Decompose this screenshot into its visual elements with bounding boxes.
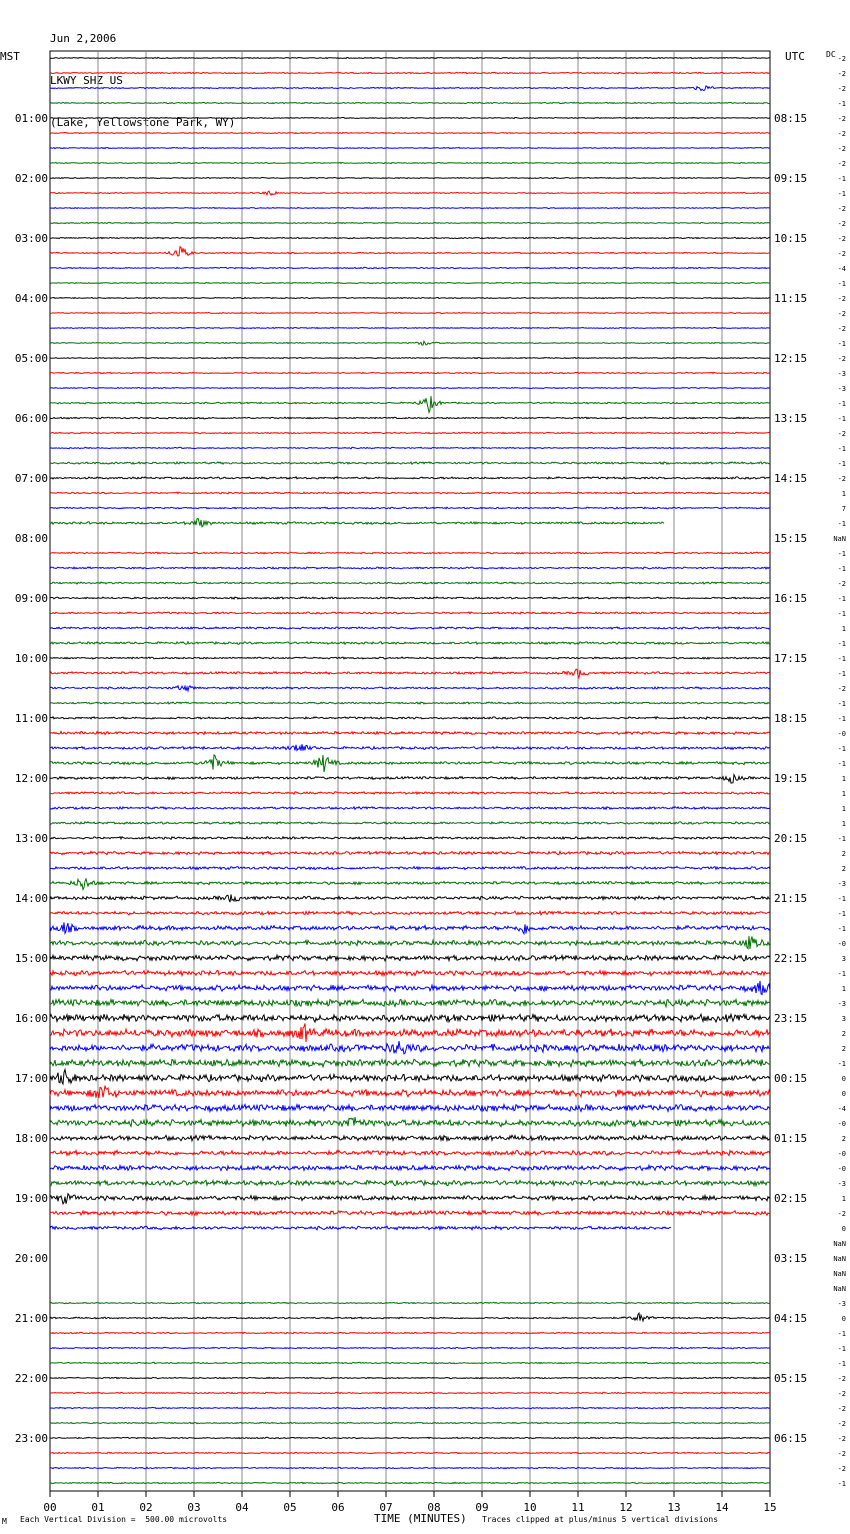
dc-offset-value: NaN xyxy=(833,535,846,543)
right-time-label: 23:15 xyxy=(774,1012,808,1025)
x-tick-label: 12 xyxy=(619,1501,633,1514)
dc-offset-value: -1 xyxy=(837,175,846,183)
dc-offset-value: -2 xyxy=(837,685,846,693)
right-time-label: 22:15 xyxy=(774,952,808,965)
dc-offset-value: -2 xyxy=(837,580,846,588)
dc-offset-value: -1 xyxy=(837,280,846,288)
right-time-label: 16:15 xyxy=(774,592,808,605)
dc-offset-value: NaN xyxy=(833,1255,846,1263)
seismic-trace xyxy=(50,1059,770,1067)
right-time-label: 15:15 xyxy=(774,532,808,545)
seismic-trace xyxy=(50,936,770,949)
station-location: (Lake, Yellowstone Park, WY) xyxy=(50,116,236,129)
seismic-trace xyxy=(50,357,770,358)
seismic-trace xyxy=(50,57,770,58)
seismic-trace xyxy=(50,1105,770,1112)
left-time-label: 06:00 xyxy=(14,412,48,425)
seismic-trace xyxy=(50,86,770,91)
dc-offset-value: -2 xyxy=(837,1450,846,1458)
seismic-trace xyxy=(50,837,770,840)
right-time-label: 20:15 xyxy=(774,832,808,845)
right-time-label: 05:15 xyxy=(774,1372,808,1385)
x-tick-label: 11 xyxy=(571,1501,585,1514)
dc-offset-value: 1 xyxy=(841,790,846,798)
seismic-trace xyxy=(50,731,770,734)
dc-offset-value: -1 xyxy=(837,415,846,423)
seismic-trace xyxy=(50,297,770,298)
seismic-trace xyxy=(50,1070,770,1085)
x-tick-label: 01 xyxy=(91,1501,105,1514)
left-time-label: 17:00 xyxy=(14,1072,48,1085)
dc-offset-value: -2 xyxy=(837,250,846,258)
x-tick-label: 05 xyxy=(283,1501,297,1514)
left-time-label: 04:00 xyxy=(14,292,48,305)
seismic-trace xyxy=(50,222,770,223)
dc-offset-value: -1 xyxy=(837,1330,846,1338)
dc-offset-value: -1 xyxy=(837,655,846,663)
x-tick-label: 04 xyxy=(235,1501,249,1514)
dc-offset-value: -1 xyxy=(837,595,846,603)
right-time-label: 18:15 xyxy=(774,712,808,725)
dc-offset-value: -1 xyxy=(837,550,846,558)
dc-offset-value: -4 xyxy=(837,1105,846,1113)
dc-offset-value: -1 xyxy=(837,970,846,978)
seismic-trace xyxy=(50,1437,770,1438)
left-time-label: 03:00 xyxy=(14,232,48,245)
seismic-trace xyxy=(50,971,770,976)
dc-offset-value: 1 xyxy=(841,985,846,993)
x-tick-label: 00 xyxy=(43,1501,57,1514)
left-time-label: 14:00 xyxy=(14,892,48,905)
dc-offset-value: -1 xyxy=(837,835,846,843)
seismic-trace xyxy=(50,133,770,134)
left-time-label: 09:00 xyxy=(14,592,48,605)
dc-offset-value: 2 xyxy=(841,865,846,873)
dc-offset-value: 1 xyxy=(841,820,846,828)
left-timezone-label: MST xyxy=(0,50,20,63)
left-time-label: 13:00 xyxy=(14,832,48,845)
right-time-label: 04:15 xyxy=(774,1312,808,1325)
dc-offset-value: -2 xyxy=(837,1435,846,1443)
seismic-trace xyxy=(50,507,770,509)
seismic-trace xyxy=(50,582,770,584)
right-time-label: 11:15 xyxy=(774,292,808,305)
left-time-label: 23:00 xyxy=(14,1432,48,1445)
seismic-trace xyxy=(50,447,770,448)
right-time-label: 12:15 xyxy=(774,352,808,365)
seismic-trace xyxy=(50,612,770,614)
dc-offset-value: 0 xyxy=(841,1075,846,1083)
seismic-trace xyxy=(50,417,770,419)
dc-offset-value: -2 xyxy=(837,325,846,333)
seismic-trace xyxy=(50,1407,770,1408)
dc-offset-value: -2 xyxy=(837,205,846,213)
dc-offset-value: -1 xyxy=(837,670,846,678)
right-time-label: 01:15 xyxy=(774,1132,808,1145)
dc-offset-value: -2 xyxy=(837,1405,846,1413)
seismic-trace xyxy=(50,642,770,645)
x-tick-label: 02 xyxy=(139,1501,153,1514)
dc-offset-value: 2 xyxy=(841,850,846,858)
seismic-trace xyxy=(50,552,770,554)
dc-offset-value: -2 xyxy=(837,355,846,363)
seismic-trace xyxy=(50,999,770,1006)
x-tick-label: 13 xyxy=(667,1501,681,1514)
dc-offset-value: 0 xyxy=(841,1225,846,1233)
seismic-trace xyxy=(50,327,770,328)
seismic-trace xyxy=(50,462,770,464)
seismic-trace xyxy=(50,669,770,678)
dc-offset-value: 1 xyxy=(841,775,846,783)
seismic-trace xyxy=(50,372,770,373)
left-time-label: 12:00 xyxy=(14,772,48,785)
dc-offset-value: -2 xyxy=(837,130,846,138)
seismic-trace xyxy=(50,1347,770,1348)
left-time-label: 11:00 xyxy=(14,712,48,725)
dc-offset-value: -1 xyxy=(837,895,846,903)
dc-offset-value: 2 xyxy=(841,1030,846,1038)
dc-offset-value: -0 xyxy=(837,940,846,948)
seismic-trace xyxy=(50,1377,770,1378)
seismic-trace xyxy=(50,117,770,118)
x-tick-label: 10 xyxy=(523,1501,537,1514)
seismic-trace xyxy=(50,567,770,569)
dc-offset-value: 1 xyxy=(841,625,846,633)
dc-offset-value: NaN xyxy=(833,1270,846,1278)
seismic-trace xyxy=(50,1362,770,1363)
dc-offset-value: -1 xyxy=(837,925,846,933)
left-time-label: 15:00 xyxy=(14,952,48,965)
seismic-trace xyxy=(50,102,770,103)
dc-offset-value: -2 xyxy=(837,55,846,63)
dc-offset-value: -2 xyxy=(837,295,846,303)
left-time-label: 19:00 xyxy=(14,1192,48,1205)
right-time-label: 03:15 xyxy=(774,1252,808,1265)
dc-offset-value: NaN xyxy=(833,1240,846,1248)
left-time-label: 01:00 xyxy=(14,112,48,125)
chart-date: Jun 2,2006 xyxy=(50,32,117,45)
seismic-trace xyxy=(50,1180,770,1185)
x-tick-label: 07 xyxy=(379,1501,393,1514)
dc-offset-value: -3 xyxy=(837,1300,846,1308)
seismic-trace xyxy=(50,396,770,412)
dc-offset-value: 0 xyxy=(841,1090,846,1098)
dc-offset-value: -2 xyxy=(837,1210,846,1218)
seismic-trace xyxy=(50,1422,770,1423)
seismic-trace xyxy=(50,1165,770,1170)
seismic-trace xyxy=(50,518,664,527)
seismic-trace xyxy=(50,744,770,751)
dc-offset-value: -2 xyxy=(837,85,846,93)
dc-offset-value: -1 xyxy=(837,760,846,768)
dc-offset-value: -1 xyxy=(837,715,846,723)
station-code: LKWY SHZ US xyxy=(50,74,123,87)
dc-offset-value: -4 xyxy=(837,265,846,273)
dc-offset-value: -3 xyxy=(837,1000,846,1008)
left-time-label: 08:00 xyxy=(14,532,48,545)
seismic-trace xyxy=(50,867,770,870)
dc-offset-value: 1 xyxy=(841,490,846,498)
seismic-trace xyxy=(50,627,770,629)
seismic-trace xyxy=(50,755,770,772)
seismic-trace xyxy=(50,387,770,388)
dc-offset-value: 0 xyxy=(841,1315,846,1323)
seismic-trace xyxy=(50,1135,770,1141)
seismic-trace xyxy=(50,1392,770,1393)
corner-mark: M xyxy=(2,1517,7,1526)
dc-offset-value: -0 xyxy=(837,1165,846,1173)
dc-offset-value: -1 xyxy=(837,340,846,348)
dc-offset-value: -2 xyxy=(837,1390,846,1398)
x-tick-label: 15 xyxy=(763,1501,777,1514)
trace-group xyxy=(50,57,770,1483)
seismic-trace xyxy=(50,822,770,825)
x-tick-label: 09 xyxy=(475,1501,489,1514)
x-tick-label: 06 xyxy=(331,1501,345,1514)
seismic-trace xyxy=(50,282,770,283)
dc-offset-value: -3 xyxy=(837,880,846,888)
right-time-label: 10:15 xyxy=(774,232,808,245)
seismic-trace xyxy=(50,1467,770,1468)
dc-offset-value: -1 xyxy=(837,520,846,528)
dc-offset-value: -0 xyxy=(837,1120,846,1128)
right-time-label: 19:15 xyxy=(774,772,808,785)
seismic-trace xyxy=(50,807,770,810)
seismic-trace xyxy=(50,1211,770,1216)
dc-offset-header: DC xyxy=(826,50,836,59)
left-time-label: 05:00 xyxy=(14,352,48,365)
dc-offset-value: -1 xyxy=(837,100,846,108)
left-time-label: 07:00 xyxy=(14,472,48,485)
dc-offset-value: -2 xyxy=(837,220,846,228)
seismic-trace xyxy=(50,911,770,915)
dc-offset-value: -1 xyxy=(837,190,846,198)
time-labels xyxy=(15,55,846,1488)
right-time-label: 17:15 xyxy=(774,652,808,665)
dc-offset-value: -1 xyxy=(837,565,846,573)
seismic-trace xyxy=(50,492,770,494)
dc-offset-value: -1 xyxy=(837,1060,846,1068)
dc-offset-value: 1 xyxy=(841,805,846,813)
left-time-label: 20:00 xyxy=(14,1252,48,1265)
x-axis-label: TIME (MINUTES) xyxy=(374,1512,467,1525)
right-time-label: 06:15 xyxy=(774,1432,808,1445)
seismic-trace xyxy=(50,1086,770,1098)
dc-offset-value: -1 xyxy=(837,1345,846,1353)
x-tick-label: 03 xyxy=(187,1501,201,1514)
seismic-trace xyxy=(50,237,770,238)
seismic-trace xyxy=(50,981,770,995)
dc-offset-value: -1 xyxy=(837,460,846,468)
seismic-trace xyxy=(50,1194,770,1204)
minute-gridlines xyxy=(98,51,722,1491)
seismic-trace xyxy=(50,1014,770,1022)
seismic-trace xyxy=(50,702,770,704)
seismic-trace xyxy=(50,1023,770,1042)
right-time-label: 13:15 xyxy=(774,412,808,425)
right-time-label: 09:15 xyxy=(774,172,808,185)
dc-offset-value: 3 xyxy=(841,955,846,963)
left-time-label: 10:00 xyxy=(14,652,48,665)
scale-note: Each Vertical Division = 500.00 microvolts xyxy=(20,1515,228,1524)
x-tick-label: 08 xyxy=(427,1501,441,1514)
seismic-trace xyxy=(50,177,770,178)
dc-offset-value: -3 xyxy=(837,370,846,378)
left-time-label: 16:00 xyxy=(14,1012,48,1025)
dc-offset-value: -2 xyxy=(837,115,846,123)
seismic-trace xyxy=(50,792,770,795)
right-time-label: 21:15 xyxy=(774,892,808,905)
dc-offset-value: -3 xyxy=(837,1180,846,1188)
dc-offset-value: -2 xyxy=(837,1465,846,1473)
right-time-label: 02:15 xyxy=(774,1192,808,1205)
dc-offset-value: 2 xyxy=(841,1045,846,1053)
dc-offset-value: -2 xyxy=(837,1375,846,1383)
seismic-trace xyxy=(50,597,770,599)
clip-note: Traces clipped at plus/minus 5 vertical divisions xyxy=(482,1515,719,1524)
dc-offset-value: -2 xyxy=(837,310,846,318)
dc-offset-value: -1 xyxy=(837,745,846,753)
dc-offset-value: -1 xyxy=(837,400,846,408)
seismic-trace xyxy=(50,1150,770,1155)
seismic-trace xyxy=(50,1482,770,1483)
dc-offset-value: -2 xyxy=(837,235,846,243)
plot-frame xyxy=(50,51,770,1491)
seismic-trace xyxy=(50,191,770,195)
right-time-label: 08:15 xyxy=(774,112,808,125)
dc-offset-value: -1 xyxy=(837,1360,846,1368)
dc-offset-value: -3 xyxy=(837,385,846,393)
dc-offset-value: -1 xyxy=(837,700,846,708)
seismic-trace xyxy=(50,922,770,933)
seismic-trace xyxy=(50,1117,770,1127)
dc-offset-value: 3 xyxy=(841,1015,846,1023)
x-tick-label: 14 xyxy=(715,1501,729,1514)
seismic-trace xyxy=(50,477,770,479)
seismic-trace xyxy=(50,72,770,73)
dc-offset-value: -1 xyxy=(837,1480,846,1488)
dc-offset-value: -0 xyxy=(837,730,846,738)
dc-offset-value: 7 xyxy=(841,505,846,513)
dc-offset-value: -2 xyxy=(837,70,846,78)
seismic-trace xyxy=(50,879,770,890)
dc-offset-value: 2 xyxy=(841,1135,846,1143)
right-timezone-label: UTC xyxy=(785,50,805,63)
dc-offset-value: -1 xyxy=(837,640,846,648)
seismic-trace xyxy=(50,1452,770,1453)
seismic-trace xyxy=(50,717,770,719)
dc-offset-value: -2 xyxy=(837,475,846,483)
dc-offset-value: -1 xyxy=(837,610,846,618)
seismic-trace xyxy=(50,313,770,314)
dc-offset-value: NaN xyxy=(833,1285,846,1293)
seismic-trace xyxy=(50,1313,770,1321)
x-axis-ticks xyxy=(43,1491,776,1514)
seismic-trace xyxy=(50,894,770,902)
left-time-label: 02:00 xyxy=(14,172,48,185)
seismic-trace xyxy=(50,162,770,163)
seismic-trace xyxy=(50,686,770,691)
left-time-label: 21:00 xyxy=(14,1312,48,1325)
dc-offset-value: -1 xyxy=(837,445,846,453)
seismic-trace xyxy=(50,1041,770,1054)
right-time-label: 00:15 xyxy=(774,1072,808,1085)
seismic-trace xyxy=(50,955,770,961)
seismic-trace xyxy=(50,775,770,783)
seismic-trace xyxy=(50,267,770,268)
dc-offset-value: -2 xyxy=(837,145,846,153)
seismic-trace xyxy=(50,1332,770,1333)
seismic-trace xyxy=(50,208,770,209)
dc-offset-value: -1 xyxy=(837,910,846,918)
seismic-trace xyxy=(50,1302,770,1303)
dc-offset-value: -2 xyxy=(837,430,846,438)
seismic-trace xyxy=(50,341,770,345)
dc-offset-value: -2 xyxy=(837,1420,846,1428)
left-time-label: 22:00 xyxy=(14,1372,48,1385)
seismic-trace xyxy=(50,432,770,433)
right-time-label: 14:15 xyxy=(774,472,808,485)
dc-offset-value: -2 xyxy=(837,160,846,168)
dc-offset-value: -0 xyxy=(837,1150,846,1158)
seismic-trace xyxy=(50,147,770,148)
left-time-label: 18:00 xyxy=(14,1132,48,1145)
dc-offset-value: 1 xyxy=(841,1195,846,1203)
seismic-trace xyxy=(50,657,770,659)
seismic-trace xyxy=(50,851,770,854)
seismic-trace xyxy=(50,247,770,256)
